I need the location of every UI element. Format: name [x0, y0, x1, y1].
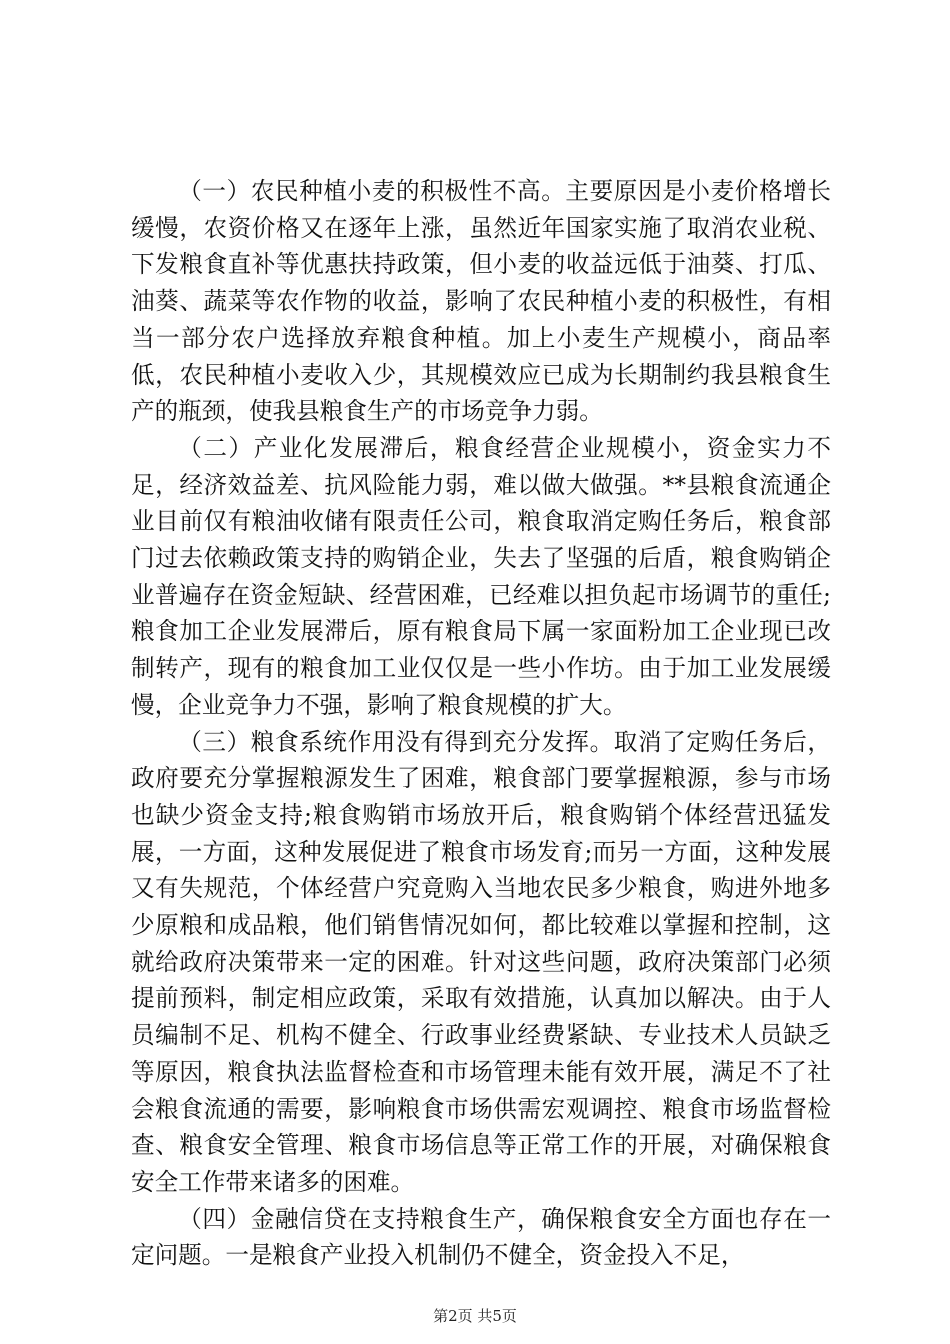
page-number-footer: 第2页 共5页 [433, 1307, 517, 1325]
paragraph-2: （二）产业化发展滞后，粮食经营企业规模小，资金实力不足，经济效益差、抗风险能力弱，难以做大做强。**县粮食流通企业目前仅有粮油收储有限责任公司，粮食取消定购任务后，粮食部门过去依赖政策支持的购销企业，失去了坚强的后盾，粮食购销企业普遍存在资金短缺、经营困难，已经难以担负起市场调节的重任;粮食加工企业发展滞后，原有粮食局下属一家面粉加工企业现已改制转产，现有的粮食加工业仅仅是一些小作坊。由于加工业发展缓慢，企业竞争力不强，影响了粮食规模的扩大。 [131, 433, 831, 719]
paragraph-4: （四）金融信贷在支持粮食生产，确保粮食安全方面也存在一定问题。一是粮食产业投入机制仍不健全，资金投入不足， [131, 1204, 831, 1270]
document-body [131, 173, 831, 1274]
paragraph-1: （一）农民种植小麦的积极性不高。主要原因是小麦价格增长缓慢，农资价格又在逐年上涨，虽然近年国家实施了取消农业税、下发粮食直补等优惠扶持政策，但小麦的收益远低于油葵、打瓜、油葵、蔬菜等农作物的收益，影响了农民种植小麦的积极性，有相当一部分农户选择放弃粮食种植。加上小麦生产规模小，商品率低，农民种植小麦收入少，其规模效应已成为长期制约我县粮食生产的瓶颈，使我县粮食生产的市场竞争力弱。 [131, 177, 831, 426]
paragraph-3: （三）粮食系统作用没有得到充分发挥。取消了定购任务后，政府要充分掌握粮源发生了困难，粮食部门要掌握粮源，参与市场也缺少资金支持;粮食购销市场放开后，粮食购销个体经营迅猛发展，一方面，这种发展促进了粮食市场发育;而另一方面，这种发展又有失规范，个体经营户究竟购入当地农民多少粮食，购进外地多少原粮和成品粮，他们销售情况如何，都比较难以掌握和控制，这就给政府决策带来一定的困难。针对这些问题，政府决策部门必须提前预料，制定相应政策，采取有效措施，认真加以解决。由于人员编制不足、机构不健全、行政事业经费紧缺、专业技术人员缺乏等原因，粮食执法监督检查和市场管理未能有效开展，满足不了社会粮食流通的需要，影响粮食市场供需宏观调控、粮食市场监督检查、粮食安全管理、粮食市场信息等正常工作的开展，对确保粮食安全工作带来诸多的困难。 [131, 727, 831, 1196]
